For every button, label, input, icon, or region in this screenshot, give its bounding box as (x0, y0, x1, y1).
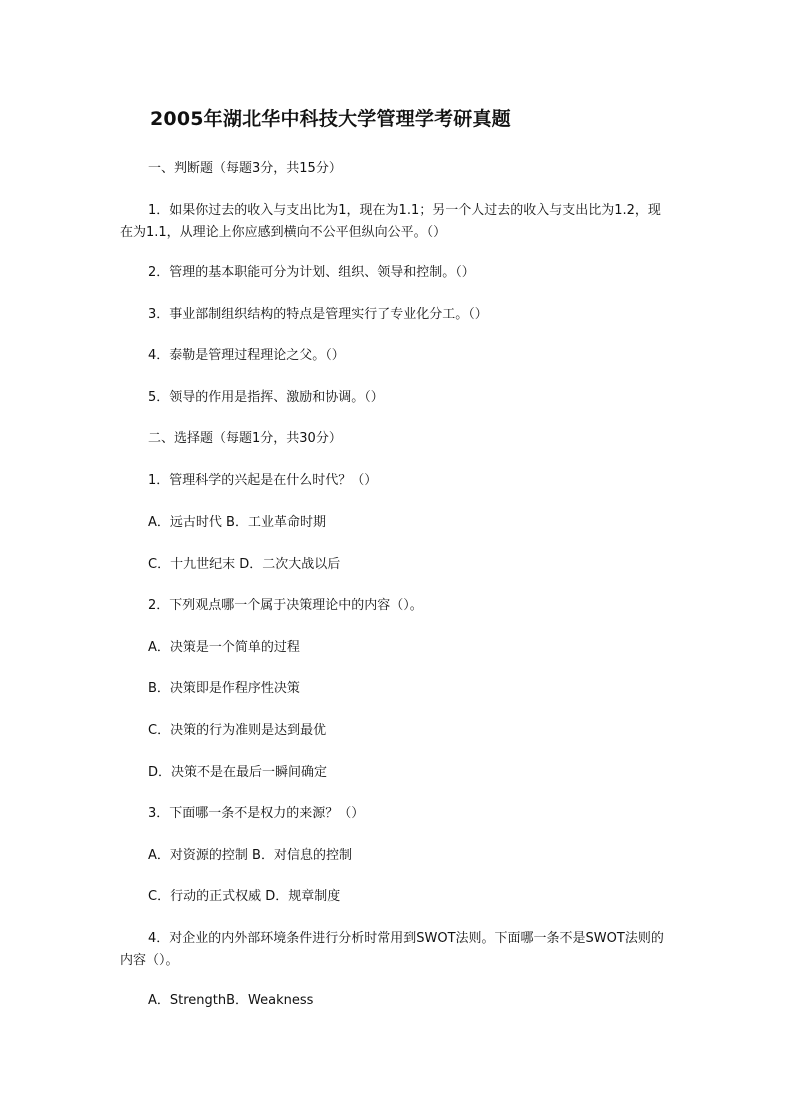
choice-question-3-options-ab: A．对资源的控制 B．对信息的控制 (148, 848, 352, 863)
choice-question-2-option-a: A．决策是一个简单的过程 (148, 640, 300, 655)
judgment-question-2: 2．管理的基本职能可分为计划、组织、领导和控制。（） (148, 265, 475, 280)
judgment-question-5: 5．领导的作用是指挥、激励和协调。（） (148, 390, 384, 405)
choice-question-1-options-ab: A．远古时代 B．工业革命时期 (148, 515, 326, 530)
section-heading-choice: 二、选择题（每题1分，共30分） (148, 431, 342, 446)
choice-question-3-options-cd: C．行动的正式权威 D．规章制度 (148, 889, 341, 904)
choice-question-4-options-ab: A．StrengthB．Weakness (148, 993, 314, 1008)
judgment-question-4: 4．泰勒是管理过程理论之父。（） (148, 348, 345, 363)
choice-question-3: 3．下面哪一条不是权力的来源？（） (148, 806, 365, 821)
choice-question-1-options-cd: C．十九世纪末 D．二次大战以后 (148, 557, 341, 572)
choice-question-2: 2．下列观点哪一个属于决策理论中的内容（）。 (148, 598, 423, 613)
choice-question-4: 4．对企业的内外部环境条件进行分析时常用到SWOT法则。下面哪一条不是SWOT法则的内容（）。 (120, 931, 664, 968)
section-heading-judgment: 一、判断题（每题3分，共15分） (148, 161, 342, 176)
judgment-question-3: 3．事业部制组织结构的特点是管理实行了专业化分工。（） (148, 307, 488, 322)
choice-question-1: 1．管理科学的兴起是在什么时代？（） (148, 473, 378, 488)
page-title: 2005年湖北华中科技大学管理学考研真题 (150, 108, 511, 130)
choice-question-2-option-c: C．决策的行为准则是达到最优 (148, 723, 327, 738)
judgment-question-1: 1．如果你过去的收入与支出比为1，现在为1.1；另一个人过去的收入与支出比为1.2，现在为1.1，从理论上你应感到横向不公平但纵向公平。（） (120, 203, 661, 240)
choice-question-2-option-b: B．决策即是作程序性决策 (148, 681, 300, 696)
choice-question-2-option-d: D．决策不是在最后一瞬间确定 (148, 765, 328, 780)
